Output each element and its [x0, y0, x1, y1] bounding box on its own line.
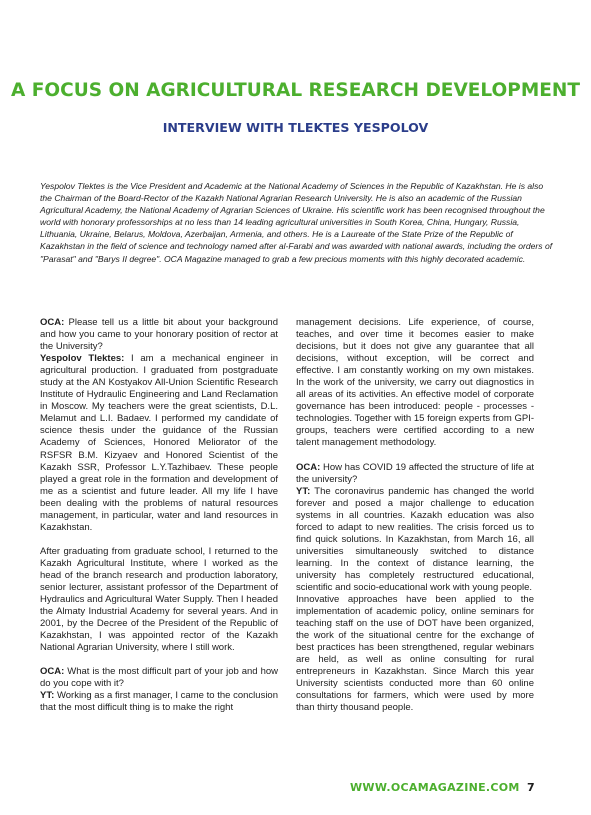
- question-paragraph: [296, 462, 534, 715]
- answer-text: The coronavirus pandemic has changed the world forever and posed a major challenge to education systems in all countries. Kazakh education was also forced to adapt to new realities. The crisis forced us to find quick solutions. In Kazakhstan, from March 16, all universities simultaneously switched to distance learning. In the context of distance learning, the university has completely restructured educational, scientific and socio-educational work with young people.: [296, 485, 534, 593]
- interviewer-label: OCA:: [296, 461, 321, 473]
- interviewer-label: OCA:: [40, 666, 65, 678]
- page-number: 7: [527, 781, 535, 794]
- right-column: [296, 317, 534, 727]
- answer-continuation: Innovative approaches have been applied to the implementation of academic policy, online seminars for teaching staff on the use of DOT have been organized, the work of the situational centre for the exchange of best practices has been strengthened, regular webinars are held, as well as online consulting for rural entrepreneurs in Kazakhstan. Since March this year University scientists conducted more than 60 online consultations for farmers, which were used by more than thirty thousand people.: [296, 594, 534, 714]
- question-paragraph: [40, 666, 278, 714]
- article-subtitle: INTERVIEW WITH TLEKTES YESPOLOV: [162, 120, 429, 135]
- interviewee-label: Yespolov Tlektes:: [40, 353, 125, 365]
- question-text: Please tell us a little bit about your background and how you came to your honorary position of rector at the University?: [40, 317, 278, 353]
- intro-paragraph: Yespolov Tlektes is the Vice President and Academic at the National Academy of Sciences in the Republic of Kazakhstan. He is also the Chairman of the Board-Rector of the Kazakh National Agrarian Research University. He is also an academic of the Russian Agricultural Academy, the National Academy of Agrarian Sciences of Ukraine. His scientific work has been recognised throughout the world with honorary professorships at no less than 14 leading agricultural universities in South Korea, China, Hungary, Russia, Lithuania, Ukraine, Belarus, Moldova, Azerbaijan, Armenia, and others. He is a Laureate of the State Prize of the Republic of Kazakhstan in the field of science and technology named after al-Farabi and was awarded with national awards, including the orders of "Parasat" and "Barys II degree". OCA Magazine managed to grab a few precious moments with this highly decorated academic.: [40, 181, 553, 264]
- left-column: [40, 317, 278, 726]
- answer-text: Working as a first manager, I came to the conclusion that the most difficult thing is to make the right: [40, 690, 278, 714]
- interviewee-label: YT:: [40, 690, 55, 702]
- footer-website-link[interactable]: WWW.OCAMAGAZINE.COM: [350, 781, 520, 794]
- question-text: How has COVID 19 affected the structure of life at the university?: [296, 461, 534, 485]
- interviewer-label: OCA:: [40, 317, 65, 328]
- question-paragraph: [40, 317, 278, 534]
- interviewee-label: YT:: [296, 485, 311, 497]
- body-paragraph: management decisions. Life experience, of course, teaches, and over time it becomes easier to make decisions, but it does not give any guarantee that all decisions, without exception, will be correct and effective. I am constantly working on my own mistakes. In the work of the university, we carry out diagnostics in all areas of its activities. An effective model of corporate governance has been introduced: people - processes - technologies. Together with 15 foreign experts from GPI-groups, teachers were certified according to a new talent management methodology.: [296, 317, 534, 449]
- question-text: What is the most difficult part of your job and how do you cope with it?: [40, 666, 278, 690]
- answer-text: I am a mechanical engineer in agricultural production. I graduated from postgraduate study at the AN Kostyakov All-Union Scientific Research Institute of Hydraulic Engineering and Land Reclamation in Moscow. My teachers were the great scientists, D.L. Melamut and L.I. Badaev. I performed my candidate of science thesis under the guidance of the Russian Academy of Sciences, Honored Meliorator of the RSFSR B.M. Kizyaev and Honored Scientist of the Kazakh SSR, Professor L.Y.Tazhibaev. These people played a great role in the formation and development of me as a scientist and future leader. All my life I have been dealing with the problems of natural resources management, in particular, water and land resources in Kazakhstan.: [40, 353, 278, 533]
- body-paragraph: After graduating from graduate school, I returned to the Kazakh Agricultural Institute, where I worked as the head of the branch research and production laboratory, senior lecturer, assistant professor of the Department of Hydraulics and Agricultural Water Supply. Then I headed the Almaty Industrial Academy for several years. And in 2001, by the Decree of the President of the Republic of Kazakhstan, I was appointed rector of the Kazakh National Agrarian University, where I still work.: [40, 545, 278, 654]
- article-title: A FOCUS ON AGRICULTURAL RESEARCH DEVELOPMENT: [11, 80, 580, 101]
